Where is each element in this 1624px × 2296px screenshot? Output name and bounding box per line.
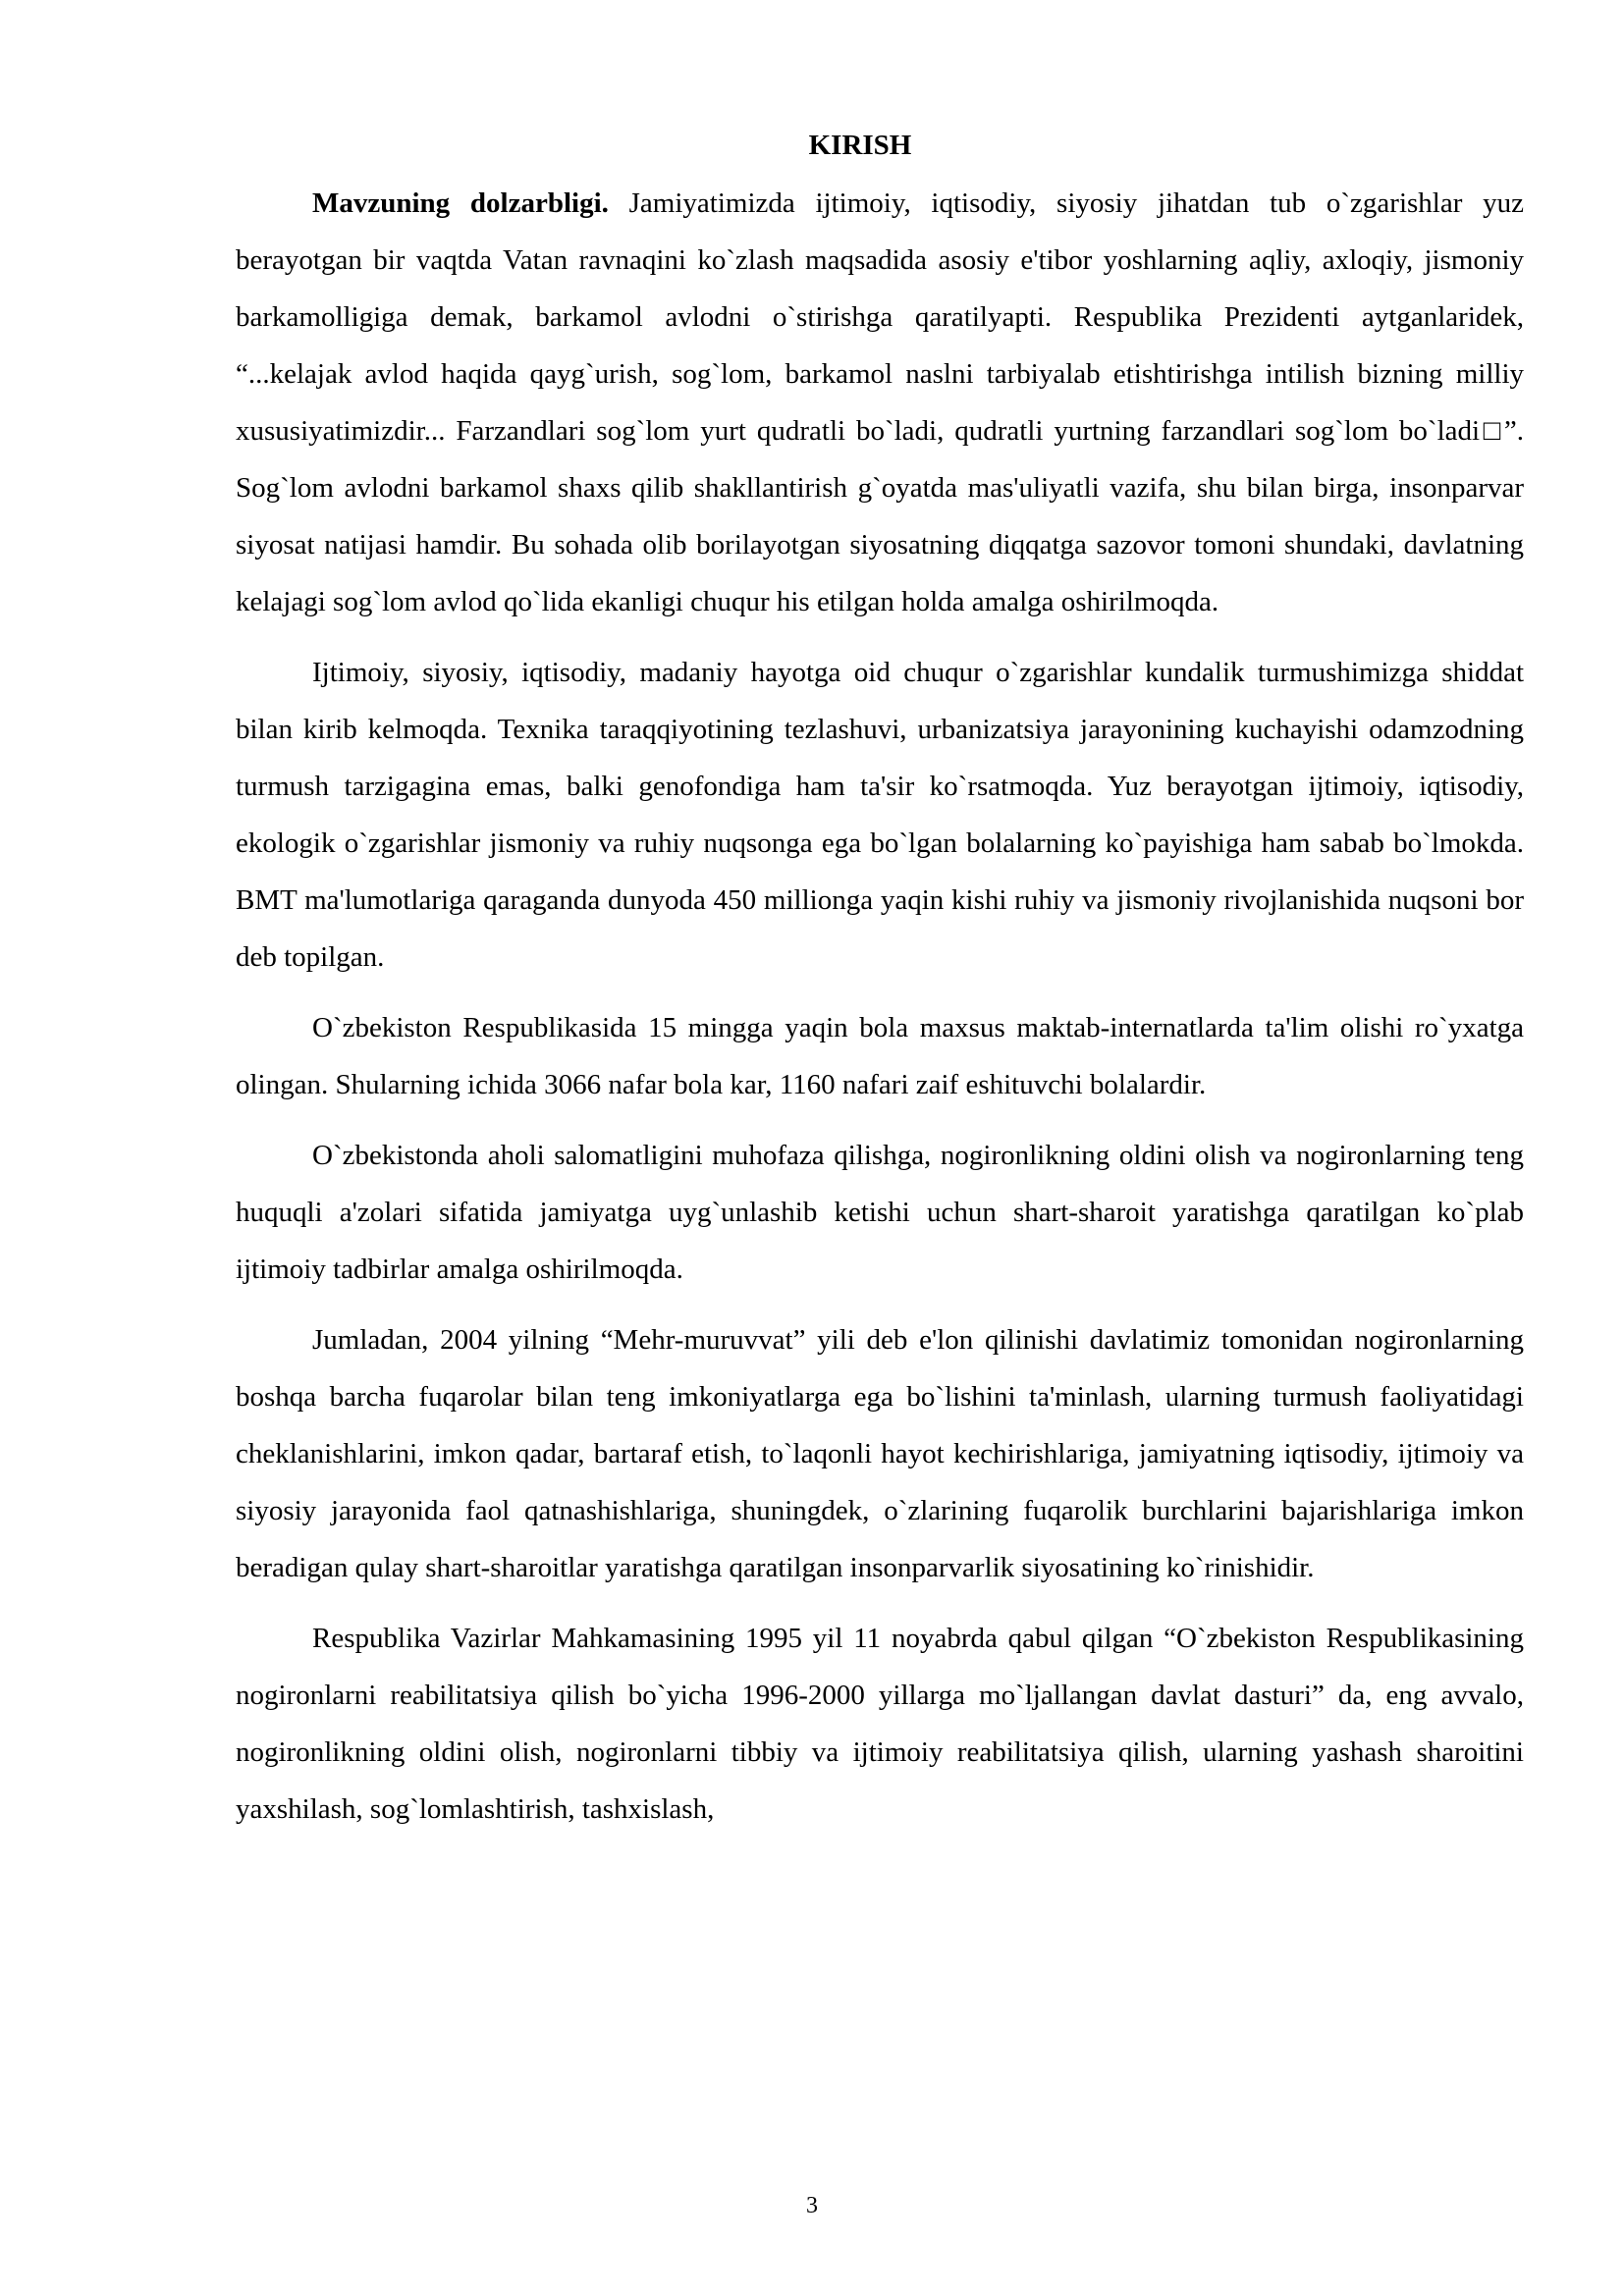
- paragraph-lead: Mavzuning dolzarbligi.: [312, 187, 609, 219]
- page-number: 3: [806, 2193, 818, 2218]
- paragraph-3: [236, 999, 1524, 1113]
- paragraph-text: O`zbekiston Respublikasida 15 mingga yaqin bola maxsus maktab-internatlarda ta'lim olishi ro`yxatga olingan. Shularning ichida 3066 nafar bola kar, 1160 nafari zaif eshituvchi bolalardir.: [236, 1012, 1524, 1100]
- paragraph-5: [236, 1311, 1524, 1596]
- paragraph-2: [236, 644, 1524, 986]
- paragraph-text: O`zbekistonda aholi salomatligini muhofaza qilishga, nogironlikning oldini olish va nogironlarning teng huquqli a'zolari sifatida jamiyatga uyg`unlashib ketishi uchun shart-sharoit yaratishga qaratilgan ko`plab ijtimoiy tadbirlar amalga oshirilmoqda.: [236, 1140, 1524, 1285]
- document-page: [236, 126, 1524, 1851]
- paragraph-text: Ijtimoiy, siyosiy, iqtisodiy, madaniy hayotga oid chuqur o`zgarishlar kundalik turmushimizga shiddat bilan kirib kelmoqda. Texnika taraqqiyotining tezlashuvi, urbanizatsiya jarayonining kuchayishi odamzodning turmush tarzigagina emas, balki genofondiga ham ta'sir ko`rsatmoqda. Yuz berayotgan ijtimoiy, iqtisodiy, ekologik o`zgarishlar jismoniy va ruhiy nuqsonga ega bo`lgan bolalarning ko`payishiga ham sabab bo`lmokda. BMT ma'lumotlariga qaraganda dunyoda 450 millionga yaqin kishi ruhiy va jismoniy rivojlanishida nuqsoni bor deb topilgan.: [236, 657, 1524, 973]
- paragraph-6: [236, 1610, 1524, 1838]
- section-heading: KIRISH: [808, 130, 912, 161]
- paragraph-1: [236, 175, 1524, 630]
- paragraph-text: Jamiyatimizda ijtimoiy, iqtisodiy, siyosiy jihatdan tub o`zgarishlar yuz berayotgan bir vaqtda Vatan ravnaqini ko`zlash maqsadida asosiy e'tibor yoshlarning aqliy, axloqiy, jismoniy barkamolligiga demak, barkamol avlodni o`stirishga qaratilyapti. Respublika Prezidenti aytganlaridek, “...kelajak avlod haqida qayg`urish, sog`lom, barkamol naslni tarbiyalab etishtirishga intilish bizning milliy xususiyatimizdir... Farzandlari sog`lom yurt qudratli bo`ladi, qudratli yurtning farzandlari sog`lom bo`ladi□”. Sog`lom avlodni barkamol shaxs qilib shakllantirish g`oyatda mas'uliyatli vazifa, shu bilan birga, insonparvar siyosat natijasi hamdir. Bu sohada olib borilayotgan siyosatning diqqatga sazovor tomoni shundaki, davlatning kelajagi sog`lom avlod qo`lida ekanligi chuqur his etilgan holda amalga oshirilmoqda.: [236, 187, 1524, 617]
- paragraph-text: Respublika Vazirlar Mahkamasining 1995 yil 11 noyabrda qabul qilgan “O`zbekiston Respublikasining nogironlarni reabilitatsiya qilish bo`yicha 1996-2000 yillarga mo`ljallangan davlat dasturi” da, eng avvalo, nogironlikning oldini olish, nogironlarni tibbiy va ijtimoiy reabilitatsiya qilish, ularning yashash sharoitini yaxshilash, sog`lomlashtirish, tashxislash,: [236, 1623, 1524, 1825]
- paragraph-4: [236, 1127, 1524, 1298]
- paragraph-text: Jumladan, 2004 yilning “Mehr-muruvvat” yili deb e'lon qilinishi davlatimiz tomonidan nogironlarning boshqa barcha fuqarolar bilan teng imkoniyatlarga ega bo`lishini ta'minlash, ularning turmush faoliyatidagi cheklanishlarini, imkon qadar, bartaraf etish, to`laqonli hayot kechirishlariga, jamiyatning iqtisodiy, ijtimoiy va siyosiy jarayonida faol qatnashishlariga, shuningdek, o`zlarining fuqarolik burchlarini bajarishlariga imkon beradigan qulay shart-sharoitlar yaratishga qaratilgan insonparvarlik siyosatining ko`rinishidir.: [236, 1324, 1524, 1583]
